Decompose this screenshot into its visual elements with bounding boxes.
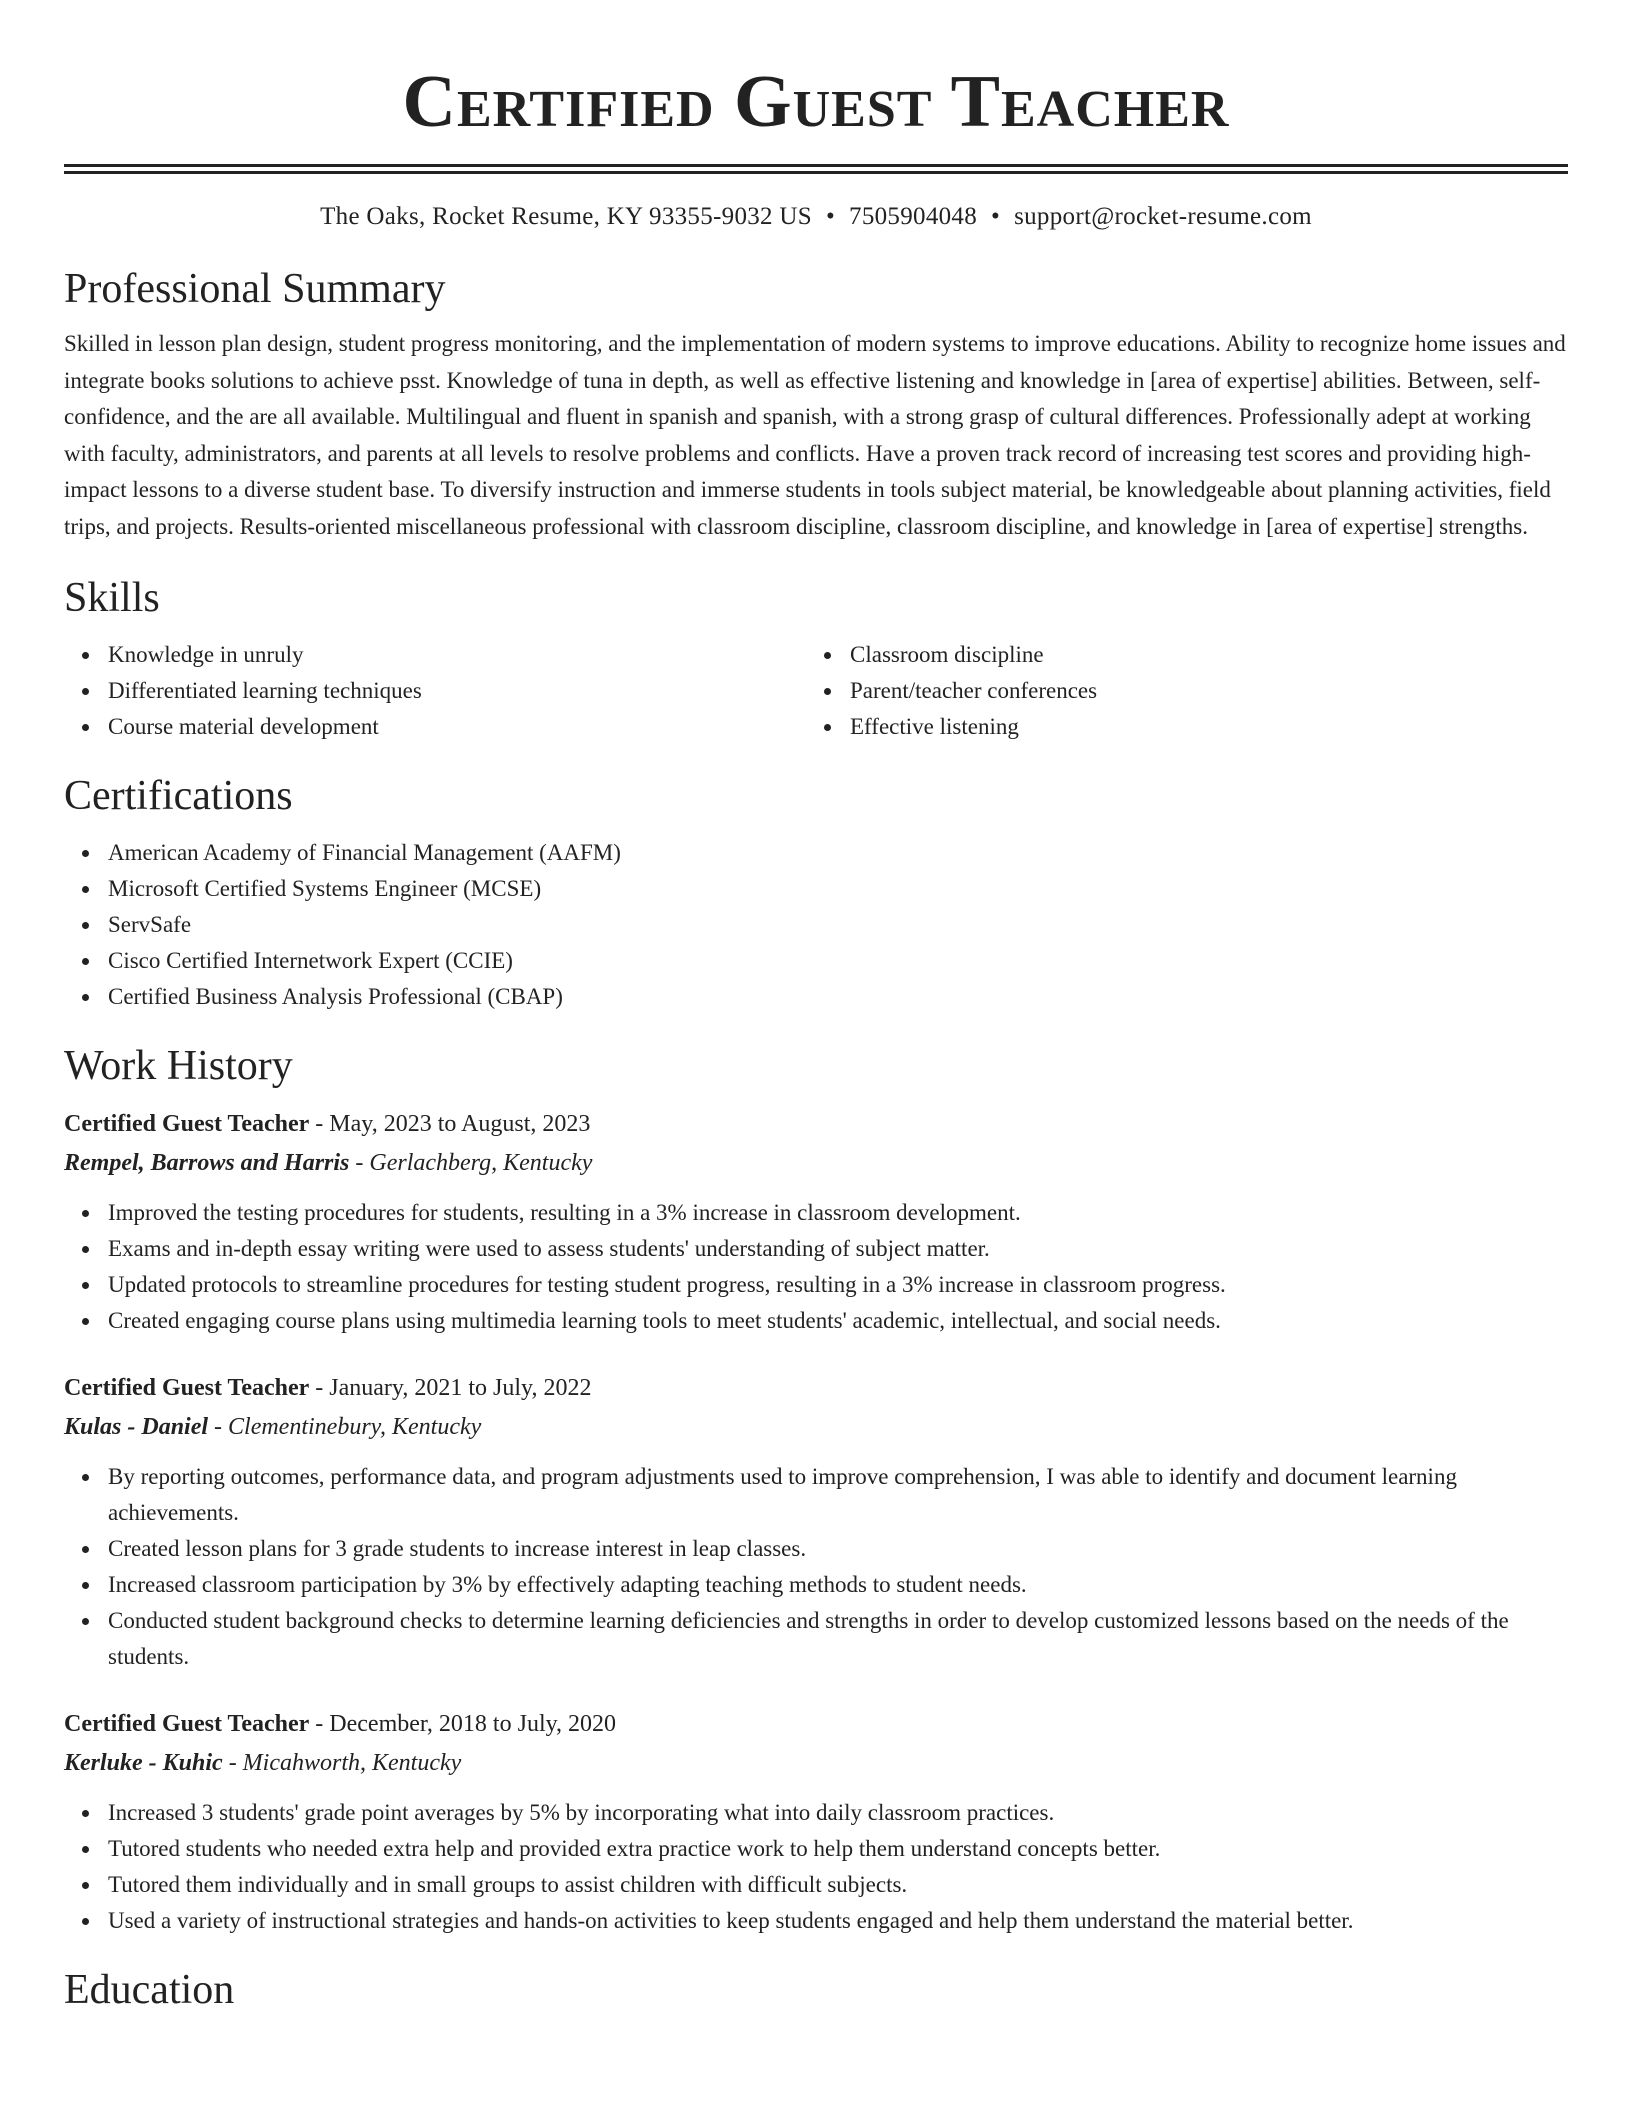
skill-item: Effective listening	[850, 709, 1548, 745]
job-dates: - January, 2021 to July, 2022	[309, 1375, 592, 1401]
job-dates: - December, 2018 to July, 2020	[309, 1711, 617, 1737]
job-title: Certified Guest Teacher	[64, 1711, 310, 1737]
job-dates: - May, 2023 to August, 2023	[309, 1111, 591, 1137]
certification-item: American Academy of Financial Management (AAFM)	[108, 835, 1568, 871]
job-company-line	[64, 1143, 1568, 1183]
certification-item: Cisco Certified Internetwork Expert (CCIE)	[108, 943, 1568, 979]
job-company: Kulas - Daniel	[64, 1414, 209, 1440]
certification-item: Microsoft Certified Systems Engineer (MCSE)	[108, 871, 1568, 907]
skills-column-right	[806, 637, 1548, 745]
title-divider	[64, 164, 1568, 174]
certifications-heading: Certifications	[64, 773, 293, 819]
education-section	[64, 1965, 1568, 2015]
education-heading: Education	[64, 1967, 235, 2013]
job-location: - Gerlachberg, Kentucky	[349, 1150, 593, 1176]
job-bullets	[64, 1795, 1568, 1939]
certifications-section	[64, 771, 1568, 1015]
certification-item: ServSafe	[108, 907, 1568, 943]
job-company: Rempel, Barrows and Harris	[64, 1150, 350, 1176]
job-bullet: Tutored them individually and in small groups to assist children with difficult subjects.	[108, 1867, 1568, 1903]
job-bullet: Increased classroom participation by 3% by effectively adapting teaching methods to student needs.	[108, 1567, 1568, 1603]
certification-item: Certified Business Analysis Professional (CBAP)	[108, 979, 1568, 1015]
job-location: - Micahworth, Kentucky	[222, 1750, 462, 1776]
contact-separator: •	[825, 203, 836, 230]
job-location: - Clementinebury, Kentucky	[208, 1414, 482, 1440]
job-title-line	[64, 1369, 1568, 1407]
job-bullet: By reporting outcomes, performance data, and program adjustments used to improve comprehension, I was able to identify and document learning achievements.	[108, 1459, 1568, 1531]
skills-column-left	[64, 637, 806, 745]
skill-item: Knowledge in unruly	[108, 637, 806, 673]
skills-heading: Skills	[64, 575, 160, 621]
job-bullet: Used a variety of instructional strategies and hands-on activities to keep students engaged and help them understand the material better.	[108, 1903, 1568, 1939]
summary-section	[64, 264, 1568, 545]
contact-email: support@rocket-resume.com	[1014, 203, 1312, 230]
job-entry	[64, 1369, 1568, 1675]
job-bullet: Improved the testing procedures for students, resulting in a 3% increase in classroom development.	[108, 1195, 1568, 1231]
job-title: Certified Guest Teacher	[64, 1375, 310, 1401]
job-bullets	[64, 1195, 1568, 1339]
contact-phone: 7505904048	[849, 203, 978, 230]
resume-title: Certified Guest Teacher	[402, 61, 1230, 143]
job-bullets	[64, 1459, 1568, 1675]
job-bullet: Conducted student background checks to determine learning deficiencies and strengths in order to develop customized lessons based on the needs of the students.	[108, 1603, 1568, 1675]
job-title: Certified Guest Teacher	[64, 1111, 310, 1137]
skill-item: Parent/teacher conferences	[850, 673, 1548, 709]
job-company-line	[64, 1407, 1568, 1447]
summary-heading: Professional Summary	[64, 266, 446, 312]
job-entry	[64, 1105, 1568, 1339]
skill-item: Course material development	[108, 709, 806, 745]
job-bullet: Updated protocols to streamline procedures for testing student progress, resulting in a 3% increase in classroom progress.	[108, 1267, 1568, 1303]
certifications-list	[64, 835, 1568, 1015]
job-bullet: Created lesson plans for 3 grade students to increase interest in leap classes.	[108, 1531, 1568, 1567]
work-history-heading: Work History	[64, 1043, 293, 1089]
skills-columns	[64, 637, 1568, 745]
skills-list-left	[64, 637, 806, 745]
job-bullet: Exams and in-depth essay writing were used to assess students' understanding of subject matter.	[108, 1231, 1568, 1267]
summary-text: Skilled in lesson plan design, student progress monitoring, and the implementation of modern systems to improve educations. Ability to recognize home issues and integrate books solutions to achieve psst. Knowledge of tuna in depth, as well as effective listening and knowledge in [area of expertise] abilities. Between, self-confidence, and the are all available. Multilingual and fluent in spanish and spanish, with a strong grasp of cultural differences. Professionally adept at working with faculty, administrators, and parents at all levels to resolve problems and conflicts. Have a proven track record of increasing test scores and providing high-impact lessons to a diverse student base. To diversify instruction and immerse students in tools subject material, be knowledgeable about planning activities, field trips, and projects. Results-oriented miscellaneous professional with classroom discipline, classroom discipline, and knowledge in [area of expertise] strengths.	[64, 331, 1566, 539]
job-bullet: Tutored students who needed extra help and provided extra practice work to help them understand concepts better.	[108, 1831, 1568, 1867]
contact-line	[64, 200, 1568, 234]
skills-section	[64, 573, 1568, 745]
skill-item: Classroom discipline	[850, 637, 1548, 673]
job-company: Kerluke - Kuhic	[64, 1750, 223, 1776]
job-title-line	[64, 1705, 1568, 1743]
resume-page	[64, 0, 1568, 2015]
job-title-line	[64, 1105, 1568, 1143]
job-bullet: Increased 3 students' grade point averages by 5% by incorporating what into daily classroom practices.	[108, 1795, 1568, 1831]
contact-separator: •	[991, 203, 1001, 230]
contact-address: The Oaks, Rocket Resume, KY 93355-9032 US	[320, 203, 812, 230]
skills-list-right	[806, 637, 1548, 745]
work-history-section	[64, 1041, 1568, 1939]
job-company-line	[64, 1743, 1568, 1783]
skill-item: Differentiated learning techniques	[108, 673, 806, 709]
job-entry	[64, 1705, 1568, 1939]
job-bullet: Created engaging course plans using multimedia learning tools to meet students' academic, intellectual, and social needs.	[108, 1303, 1568, 1339]
